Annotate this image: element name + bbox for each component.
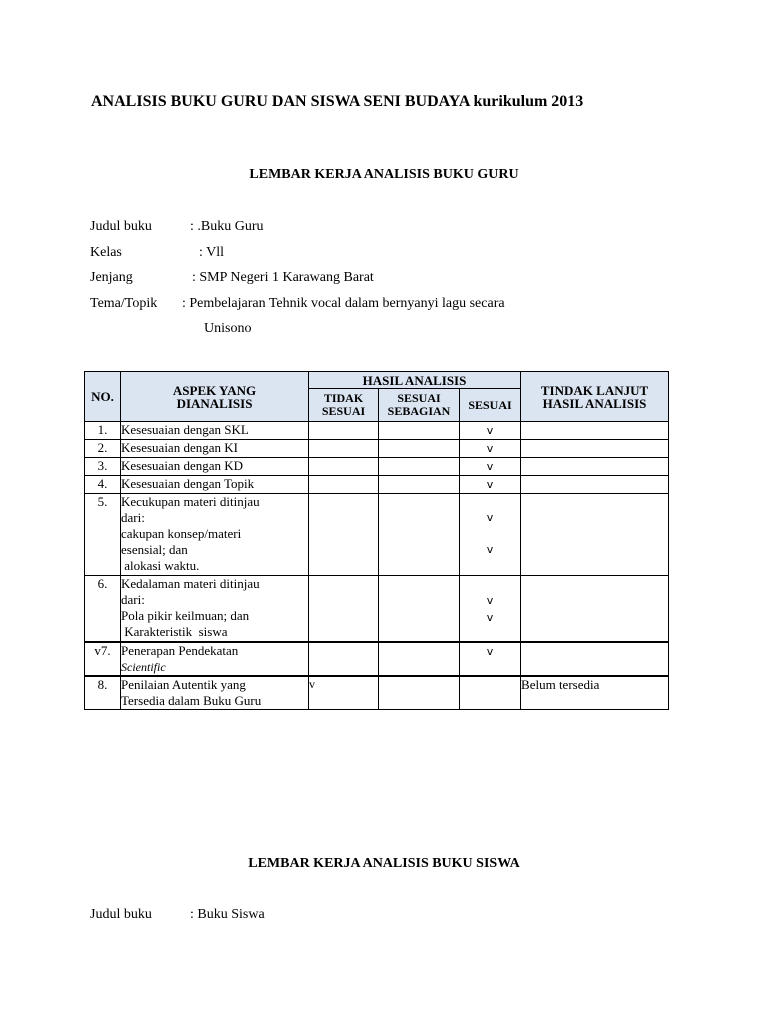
row-no: 8. xyxy=(85,676,121,710)
row-sesuai-sebagian xyxy=(379,440,460,458)
row-aspek-line: dari: xyxy=(121,510,145,525)
row-no: 3. xyxy=(85,458,121,476)
header-tindak-line1: TINDAK LANJUT xyxy=(540,382,649,398)
header-tidak-sesuai xyxy=(309,389,379,422)
kelas-value: : Vll xyxy=(199,245,225,260)
row-sesuai-sebagian xyxy=(379,422,460,440)
header-tidak-line1: TIDAK xyxy=(323,391,364,405)
header-no: NO. xyxy=(85,372,121,422)
row-tidak-sesuai xyxy=(309,458,379,476)
row-aspek: Kesesuaian dengan SKL xyxy=(121,422,309,440)
table-row xyxy=(85,476,669,494)
tema-value-continued: Unisono xyxy=(204,321,252,336)
row-aspek-line: Kedalaman materi ditinjau xyxy=(121,576,260,591)
row-aspek xyxy=(121,642,309,676)
table-row xyxy=(85,576,669,642)
document-title: ANALISIS BUKU GURU DAN SISWA SENI BUDAYA kurikulum 2013 xyxy=(91,93,584,110)
row-aspek-line: Tersedia dalam Buku Guru xyxy=(121,692,262,708)
judul-value: : .Buku Guru xyxy=(190,219,264,234)
header-sebagian-line2: SEBAGIAN xyxy=(387,404,451,418)
row-tindak-lanjut xyxy=(521,476,669,494)
header-aspek-line2: DIANALISIS xyxy=(176,395,253,411)
row-aspek-line: Penilaian Autentik yang xyxy=(121,676,246,692)
header-tidak-line2: SESUAI xyxy=(321,404,366,418)
row-aspek xyxy=(121,494,309,576)
row-aspek-line: esensial; dan xyxy=(121,542,188,557)
check-mark: v xyxy=(486,594,494,607)
row-aspek-italic: Scientific xyxy=(121,659,166,674)
row-sesuai xyxy=(460,494,521,576)
kelas-label: Kelas xyxy=(90,245,122,260)
row-sesuai-sebagian xyxy=(379,458,460,476)
row-aspek xyxy=(121,576,309,642)
row-tindak-lanjut xyxy=(521,494,669,576)
row-tidak-sesuai xyxy=(309,494,379,576)
row-sesuai: v xyxy=(460,440,521,458)
row-sesuai: v xyxy=(460,476,521,494)
table-row xyxy=(85,642,669,676)
row-aspek-line: Penerapan Pendekatan xyxy=(121,642,239,658)
section-heading-buku-siswa: LEMBAR KERJA ANALISIS BUKU SISWA xyxy=(248,856,520,871)
tema-value: : Pembelajaran Tehnik vocal dalam bernyanyi lagu secara xyxy=(182,296,505,311)
check-mark: v xyxy=(486,543,494,556)
row-no: 6. xyxy=(85,576,121,642)
table-row xyxy=(85,676,669,710)
row-tidak-sesuai xyxy=(309,642,379,676)
row-sesuai: v xyxy=(460,458,521,476)
row-tidak-sesuai xyxy=(309,476,379,494)
row-sesuai: v xyxy=(460,422,521,440)
header-tindak-lanjut xyxy=(521,372,669,422)
row-no: 4. xyxy=(85,476,121,494)
row-no: 1. xyxy=(85,422,121,440)
header-sesuai: SESUAI xyxy=(460,389,521,422)
table-row xyxy=(85,440,669,458)
row-sesuai-sebagian xyxy=(379,642,460,676)
judul-label: Judul buku xyxy=(90,219,152,234)
row-aspek-line: Karakteristik siswa xyxy=(121,624,228,639)
row-sesuai-sebagian xyxy=(379,476,460,494)
header-tindak-line2: HASIL ANALISIS xyxy=(542,395,647,411)
tema-label: Tema/Topik xyxy=(90,296,158,311)
header-aspek-line1: ASPEK YANG xyxy=(172,382,257,398)
row-aspek: Kesesuaian dengan KI xyxy=(121,440,309,458)
jenjang-value: : SMP Negeri 1 Karawang Barat xyxy=(192,270,374,285)
header-sesuai-sebagian xyxy=(379,389,460,422)
row-tindak-lanjut xyxy=(521,576,669,642)
row-no: v7. xyxy=(85,642,121,676)
table-row xyxy=(85,458,669,476)
row-aspek: Kesesuaian dengan Topik xyxy=(121,476,309,494)
row-no: 2. xyxy=(85,440,121,458)
row-tindak-lanjut xyxy=(521,440,669,458)
row-tidak-sesuai xyxy=(309,422,379,440)
judul-siswa-label: Judul buku xyxy=(90,907,152,922)
row-sesuai-sebagian xyxy=(379,576,460,642)
row-sesuai-sebagian xyxy=(379,676,460,710)
row-sesuai xyxy=(460,676,521,710)
jenjang-label: Jenjang xyxy=(90,270,133,285)
row-tindak-lanjut xyxy=(521,422,669,440)
row-tindak-lanjut xyxy=(521,642,669,676)
row-tidak-sesuai: v xyxy=(309,676,379,710)
row-aspek-line: Kecukupan materi ditinjau xyxy=(121,494,260,509)
check-mark: v xyxy=(486,511,494,524)
row-aspek: Kesesuaian dengan KD xyxy=(121,458,309,476)
judul-siswa-value: : Buku Siswa xyxy=(190,907,265,922)
row-aspek-line: alokasi waktu. xyxy=(121,558,200,573)
row-sesuai xyxy=(460,576,521,642)
header-hasil-analisis: HASIL ANALISIS xyxy=(309,372,521,389)
row-aspek xyxy=(121,676,309,710)
row-sesuai-sebagian xyxy=(379,494,460,576)
row-tidak-sesuai xyxy=(309,440,379,458)
section-heading-buku-guru: LEMBAR KERJA ANALISIS BUKU GURU xyxy=(249,167,519,182)
check-mark: v xyxy=(486,611,494,624)
row-sesuai: v xyxy=(460,642,521,676)
row-no: 5. xyxy=(85,494,121,576)
row-aspek-line: Pola pikir keilmuan; dan xyxy=(121,608,250,623)
analysis-table xyxy=(84,371,669,710)
row-tidak-sesuai xyxy=(309,576,379,642)
row-aspek-line: dari: xyxy=(121,592,145,607)
table-row xyxy=(85,422,669,440)
row-tindak-lanjut xyxy=(521,458,669,476)
row-tindak-lanjut: Belum tersedia xyxy=(521,676,669,710)
row-aspek-line: cakupan konsep/materi xyxy=(121,526,242,541)
table-row xyxy=(85,494,669,576)
header-sebagian-line1: SESUAI xyxy=(397,391,441,405)
header-aspek xyxy=(121,372,309,422)
